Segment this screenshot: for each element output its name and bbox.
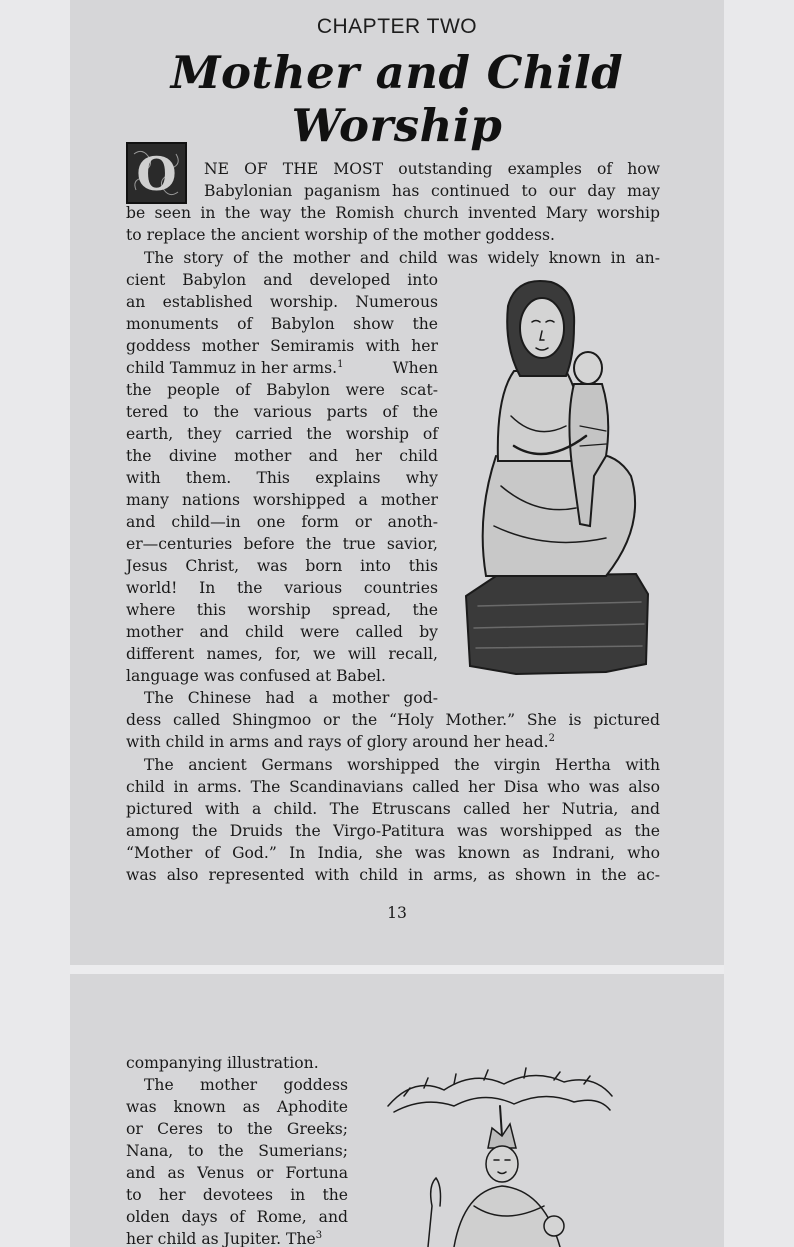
text-fragment: her child as Jupiter. The	[126, 1230, 316, 1247]
text-line: where this worship spread, the	[126, 601, 438, 619]
text-line: with them. This explains why	[126, 469, 438, 487]
text-fragment: with child in arms and rays of glory around her head.	[126, 733, 549, 751]
text-fragment: When	[392, 359, 438, 377]
page-number: 13	[387, 904, 407, 922]
indrani-illustration	[384, 1066, 616, 1247]
chapter-label: CHAPTER TWO	[316, 15, 478, 38]
text-line: and as Venus or Fortuna	[126, 1164, 348, 1182]
text-line: world! In the various countries	[126, 579, 438, 597]
ornamental-dropcap	[126, 142, 187, 204]
text-line: pictured with a child. The Etruscans called her Nutria, and	[126, 800, 660, 818]
text-line: was known as Aphodite	[126, 1098, 348, 1116]
dropcap-letter: O	[136, 147, 177, 201]
text-line: the divine mother and her child	[126, 447, 438, 465]
text-fragment: child Tammuz in her arms.	[126, 359, 338, 377]
text-line: companying illustration.	[126, 1054, 319, 1072]
text-line: an established worship. Numerous	[126, 293, 438, 311]
mother-child-statue-illustration	[456, 276, 656, 678]
text-line: Nana, to the Sumerians;	[126, 1142, 348, 1160]
footnote-marker: 1	[337, 358, 344, 370]
text-line: language was confused at Babel.	[126, 667, 386, 685]
chapter-title: Mother and Child Worship	[170, 46, 624, 152]
text-line: NE OF THE MOST outstanding examples of how	[204, 160, 660, 178]
text-line: to her devotees in the	[126, 1186, 348, 1204]
text-line: different names, for, we will recall,	[126, 645, 438, 663]
text-line: goddess mother Semiramis with her	[126, 337, 438, 355]
text-line: be seen in the way the Romish church invented Mary worship	[126, 204, 660, 222]
footnote-marker: 3	[315, 1229, 323, 1241]
text-line: The Chinese had a mother god-	[144, 689, 438, 707]
book-page-14	[70, 974, 724, 1247]
text-line: monuments of Babylon show the	[126, 315, 438, 333]
text-line	[126, 357, 438, 379]
text-line: many nations worshipped a mother	[126, 491, 438, 509]
text-line	[126, 1228, 348, 1247]
text-line: tered to the various parts of the	[126, 403, 438, 421]
text-line: The ancient Germans worshipped the virgin Hertha with	[144, 756, 660, 774]
text-line: cient Babylon and developed into	[126, 271, 438, 289]
text-line: mother and child were called by	[126, 623, 438, 641]
text-line: was also represented with child in arms, as shown in the ac-	[126, 866, 660, 884]
footnote-marker: 2	[548, 732, 555, 744]
book-page-13	[70, 0, 724, 965]
text-line: er—centuries before the true savior,	[126, 535, 438, 553]
text-line: and child—in one form or anoth-	[126, 513, 438, 531]
page-separator	[70, 965, 724, 974]
text-line: Jesus Christ, was born into this	[126, 557, 438, 575]
text-line: or Ceres to the Greeks;	[126, 1120, 348, 1138]
text-line: “Mother of God.” In India, she was known as Indrani, who	[126, 844, 660, 862]
text-line: among the Druids the Virgo-Patitura was worshipped as the	[126, 822, 660, 840]
text-line	[126, 731, 660, 753]
text-line: olden days of Rome, and	[126, 1208, 348, 1226]
text-line: The mother goddess	[144, 1076, 348, 1094]
text-line: dess called Shingmoo or the “Holy Mother.” She is pictured	[126, 711, 660, 729]
text-line: the people of Babylon were scat-	[126, 381, 438, 399]
text-line: child in arms. The Scandinavians called her Disa who was also	[126, 778, 660, 796]
text-line: earth, they carried the worship of	[126, 425, 438, 443]
text-line: The story of the mother and child was widely known in an-	[144, 249, 660, 267]
text-line: to replace the ancient worship of the mother goddess.	[126, 226, 555, 244]
text-line: Babylonian paganism has continued to our day may	[204, 182, 660, 200]
